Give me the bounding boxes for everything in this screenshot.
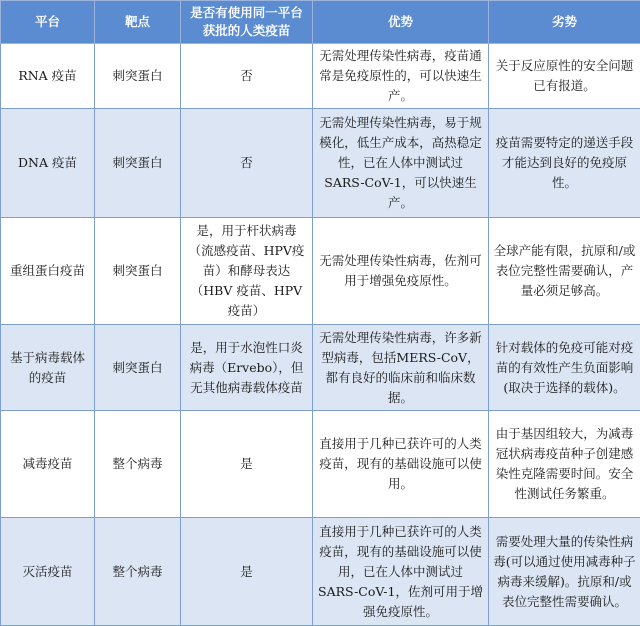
header-target: 靶点 bbox=[95, 1, 181, 44]
target-cell: 刺突蛋白 bbox=[95, 109, 181, 218]
target-cell: 刺突蛋白 bbox=[95, 218, 181, 325]
table-row bbox=[1, 44, 640, 109]
platform-cell: RNA 疫苗 bbox=[1, 44, 95, 109]
approved-cell: 是，用于水泡性口炎病毒（Ervebo），但无其他病毒载体疫苗 bbox=[181, 325, 313, 411]
header-platform: 平台 bbox=[1, 1, 95, 44]
advantages-cell: 直接用于几种已获许可的人类疫苗，现有的基础设施可以使用，已在人体中测试过 SARS-CoV-1，佐剂可用于增强免疫原性。 bbox=[313, 518, 489, 626]
table-row bbox=[1, 109, 640, 218]
platform-cell: 重组蛋白疫苗 bbox=[1, 218, 95, 325]
disadvantages-cell: 关于反应原性的安全问题已有报道。 bbox=[489, 44, 640, 109]
approved-cell: 否 bbox=[181, 109, 313, 218]
advantages-cell: 无需处理传染性病毒，许多新型病毒，包括MERS-CoV，都有良好的临床前和临床数据。 bbox=[313, 325, 489, 411]
header-row bbox=[1, 1, 640, 44]
disadvantages-cell: 疫苗需要特定的递送手段才能达到良好的免疫原性。 bbox=[489, 109, 640, 218]
header-disadvantages: 劣势 bbox=[489, 1, 640, 44]
disadvantages-cell: 针对载体的免疫可能对疫苗的有效性产生负面影响(取决于选择的载体)。 bbox=[489, 325, 640, 411]
table-row bbox=[1, 518, 640, 626]
platform-cell: DNA 疫苗 bbox=[1, 109, 95, 218]
table-row bbox=[1, 325, 640, 411]
table-row bbox=[1, 411, 640, 518]
target-cell: 刺突蛋白 bbox=[95, 325, 181, 411]
advantages-cell: 无需处理传染性病毒，佐剂可用于增强免疫原性。 bbox=[313, 218, 489, 325]
disadvantages-cell: 需要处理大量的传染性病毒(可以通过使用减毒种子病毒来缓解)。抗原和/或表位完整性需要确认。 bbox=[489, 518, 640, 626]
platform-cell: 灭活疫苗 bbox=[1, 518, 95, 626]
table-row bbox=[1, 218, 640, 325]
advantages-cell: 无需处理传染性病毒，易于规模化，低生产成本，高热稳定性，已在人体中测试过 SARS-CoV-1，可以快速生产。 bbox=[313, 109, 489, 218]
approved-cell: 是 bbox=[181, 518, 313, 626]
platform-cell: 减毒疫苗 bbox=[1, 411, 95, 518]
approved-cell: 否 bbox=[181, 44, 313, 109]
approved-cell: 是 bbox=[181, 411, 313, 518]
platform-cell: 基于病毒载体的疫苗 bbox=[1, 325, 95, 411]
disadvantages-cell: 由于基因组较大，为减毒冠状病毒疫苗种子创建感染性克隆需要时间。安全性测试任务繁重。 bbox=[489, 411, 640, 518]
target-cell: 整个病毒 bbox=[95, 411, 181, 518]
advantages-cell: 无需处理传染性病毒，疫苗通常是免疫原性的，可以快速生产。 bbox=[313, 44, 489, 109]
disadvantages-cell: 全球产能有限，抗原和/或表位完整性需要确认，产量必须足够高。 bbox=[489, 218, 640, 325]
target-cell: 整个病毒 bbox=[95, 518, 181, 626]
target-cell: 刺突蛋白 bbox=[95, 44, 181, 109]
approved-cell: 是，用于杆状病毒（流感疫苗、HPV疫苗）和酵母表达（HBV 疫苗、HPV疫苗） bbox=[181, 218, 313, 325]
advantages-cell: 直接用于几种已获许可的人类疫苗，现有的基础设施可以使用。 bbox=[313, 411, 489, 518]
header-approved: 是否有使用同一平台获批的人类疫苗 bbox=[181, 1, 313, 44]
header-advantages: 优势 bbox=[313, 1, 489, 44]
